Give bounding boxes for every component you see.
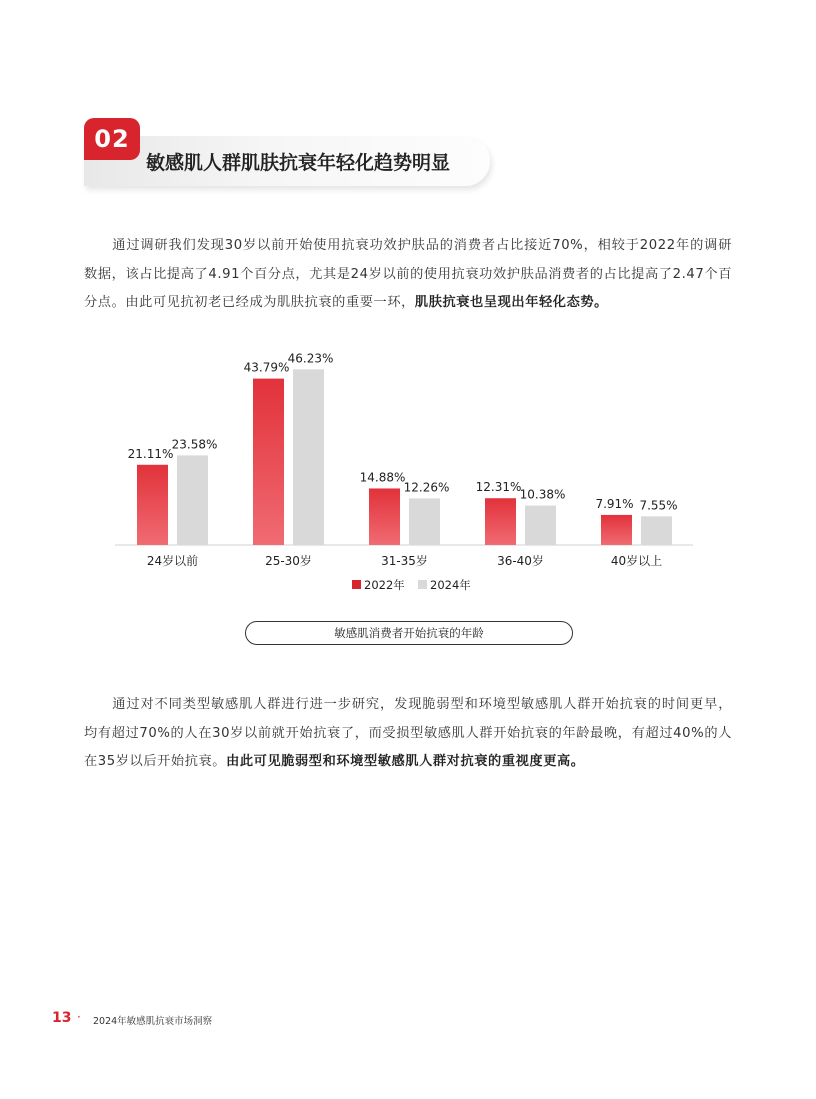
bar-2024年-36-40岁 — [525, 506, 556, 545]
analysis-paragraph-text: 通过对不同类型敏感肌人群进行进一步研究，发现脆弱型和环境型敏感肌人群开始抗衰的时间更早，均有超过70%的人在30岁以前就开始抗衰了，而受损型敏感肌人群开始抗衰的年龄最晚，有超过40%的人在35岁以后开始抗衰。 — [84, 697, 732, 769]
data-label: 10.38% — [519, 487, 566, 502]
bar-2024年-24岁以前 — [177, 455, 208, 545]
legend-swatch — [352, 580, 361, 589]
page-number: 13 — [52, 1010, 72, 1026]
data-label: 21.11% — [127, 446, 174, 461]
data-label: 7.55% — [639, 498, 678, 513]
bar-2022年-40岁以上 — [601, 515, 632, 545]
analysis-paragraph — [84, 691, 732, 777]
age-bar-chart — [100, 340, 720, 610]
legend-swatch — [418, 580, 427, 589]
x-tick-label: 31-35岁 — [381, 554, 428, 568]
section-number-badge: 02 — [84, 118, 140, 160]
section-title: 敏感肌人群肌肤抗衰年轻化趋势明显 — [146, 152, 451, 174]
x-tick-label: 24岁以前 — [146, 554, 199, 568]
intro-paragraph-bold: 肌肤抗衰也呈现出年轻化态势。 — [414, 295, 608, 310]
bar-2024年-31-35岁 — [409, 498, 440, 545]
bar-2022年-36-40岁 — [485, 498, 516, 545]
bar-2022年-31-35岁 — [369, 488, 400, 545]
x-tick-label: 25-30岁 — [265, 554, 312, 568]
x-tick-label: 36-40岁 — [497, 554, 544, 568]
data-label: 12.31% — [475, 480, 522, 495]
bar-2024年-40岁以上 — [641, 516, 672, 545]
bar-2022年-25-30岁 — [253, 379, 284, 545]
analysis-paragraph-bold: 由此可见脆弱型和环境型敏感肌人群对抗衰的重视度更高。 — [226, 754, 585, 769]
data-label: 46.23% — [287, 351, 334, 366]
data-label: 14.88% — [359, 470, 406, 485]
data-label: 7.91% — [595, 496, 634, 511]
data-label: 43.79% — [243, 360, 290, 375]
bar-2024年-25-30岁 — [293, 369, 324, 545]
x-tick-label: 40岁以上 — [610, 554, 663, 568]
chart-caption: 敏感肌消费者开始抗衰的年龄 — [245, 621, 573, 645]
data-label: 12.26% — [403, 480, 450, 495]
bar-2022年-24岁以前 — [137, 465, 168, 545]
footer-separator: · — [77, 1010, 81, 1024]
data-label: 23.58% — [171, 437, 218, 452]
footer-title: 2024年敏感肌抗衰市场洞察 — [93, 1016, 213, 1027]
intro-paragraph — [84, 232, 732, 318]
intro-paragraph-text: 通过调研我们发现30岁以前开始使用抗衰功效护肤品的消费者占比接近70%，相较于2022年的调研数据，该占比提高了4.91个百分点，尤其是24岁以前的使用抗衰功效护肤品消费者的占比提高了2.47个百分点。由此可见抗初老已经成为肌肤抗衰的重要一环， — [84, 238, 732, 310]
legend-label: 2024年 — [430, 578, 471, 592]
legend-label: 2022年 — [364, 578, 405, 592]
